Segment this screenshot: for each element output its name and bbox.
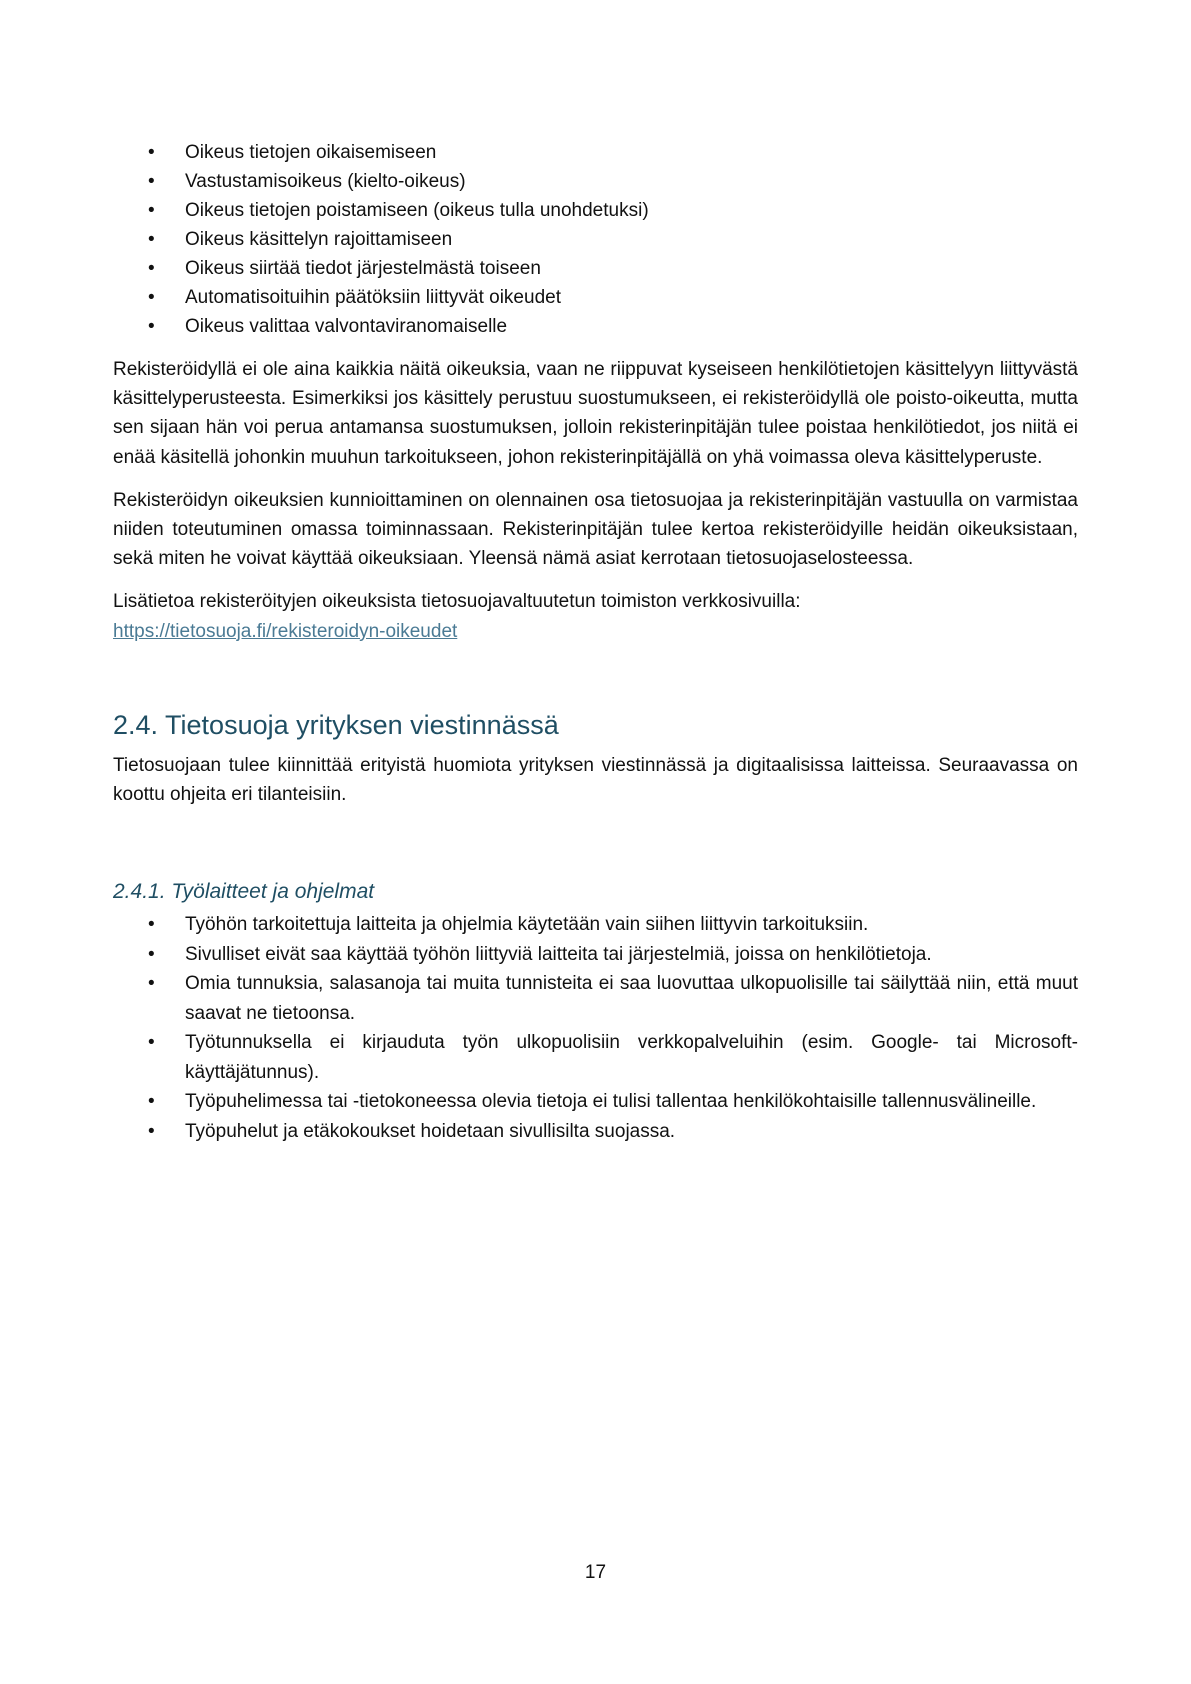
rights-link[interactable]: https://tietosuoja.fi/rekisteroidyn-oikeudet	[113, 620, 458, 642]
page-number: 17	[584, 1562, 607, 1583]
list-item: • Työtunnuksella ei kirjauduta työn ulkopuolisiin verkkopalveluihin (esim. Google- tai Microsoft-käyttäjätunnus).	[113, 1028, 1078, 1087]
rights-list	[113, 138, 1078, 341]
list-item: • Automatisoituihin päätöksiin liittyvät oikeudet	[113, 283, 1078, 312]
paragraph-rights-basis: Rekisteröidyllä ei ole aina kaikkia näitä oikeuksia, vaan ne riippuvat kyseiseen henkilötietojen käsittelyyn liittyvästä käsittelyperusteesta. Esimerkiksi jos käsittely perustuu suostumukseen, ei rekisteröidyllä ole poisto-oikeutta, mutta sen sijaan hän voi perua antamansa suostumuksen, jolloin rekisterinpitäjän tulee poistaa henkilötiedot, jos niitä ei enää käsitellä johonkin muuhun tarkoitukseen, johon rekisterinpitäjällä on yhä voimassa oleva käsittelyperuste.	[113, 359, 1078, 468]
subsection-heading: 2.4.1. Työlaitteet ja ohjelmat	[113, 880, 375, 904]
list-item: • Oikeus tietojen poistamiseen (oikeus tulla unohdetuksi)	[113, 196, 1078, 225]
devices-list	[113, 910, 1078, 1146]
paragraph-rights-respect: Rekisteröidyn oikeuksien kunnioittaminen on olennainen osa tietosuojaa ja rekisterinpitäjän vastuulla on varmistaa niiden toteutuminen omassa toiminnassaan. Rekisterinpitäjän tulee kertoa rekisteröidyille heidän oikeuksistaan, sekä miten he voivat käyttää oikeuksiaan. Yleensä nämä asiat kerrotaan tietosuojaselosteessa.	[113, 489, 1078, 570]
section-heading: 2.4. Tietosuoja yrityksen viestinnässä	[113, 709, 559, 740]
more-info-text: Lisätietoa rekisteröityjen oikeuksista tietosuojavaltuutetun toimiston verkkosivuilla:	[113, 591, 801, 613]
list-item: • Omia tunnuksia, salasanoja tai muita tunnisteita ei saa luovuttaa ulkopuolisille tai säilyttää niin, että muut saavat ne tietoonsa.	[113, 969, 1078, 1028]
paragraph-more-info	[113, 587, 1078, 645]
document-body	[113, 138, 1078, 1146]
list-item: • Työpuhelimessa tai -tietokoneessa olevia tietoja ei tulisi tallentaa henkilökohtaisille tallennusvälineille.	[113, 1087, 1078, 1117]
list-item: • Vastustamisoikeus (kielto-oikeus)	[113, 167, 1078, 196]
list-item: • Työhön tarkoitettuja laitteita ja ohjelmia käytetään vain siihen liittyvin tarkoituksiin.	[113, 910, 1078, 940]
list-item: • Oikeus käsittelyn rajoittamiseen	[113, 225, 1078, 254]
list-item: • Sivulliset eivät saa käyttää työhön liittyviä laitteita tai järjestelmiä, joissa on henkilötietoja.	[113, 940, 1078, 970]
section-intro: Tietosuojaan tulee kiinnittää erityistä huomiota yrityksen viestinnässä ja digitaalisissa laitteissa. Seuraavassa on koottu ohjeita eri tilanteisiin.	[113, 754, 1078, 806]
list-item: • Oikeus tietojen oikaisemiseen	[113, 138, 1078, 167]
list-item: • Työpuhelut ja etäkokoukset hoidetaan sivullisilta suojassa.	[113, 1117, 1078, 1147]
list-item: • Oikeus siirtää tiedot järjestelmästä toiseen	[113, 254, 1078, 283]
list-item: • Oikeus valittaa valvontaviranomaiselle	[113, 312, 1078, 341]
